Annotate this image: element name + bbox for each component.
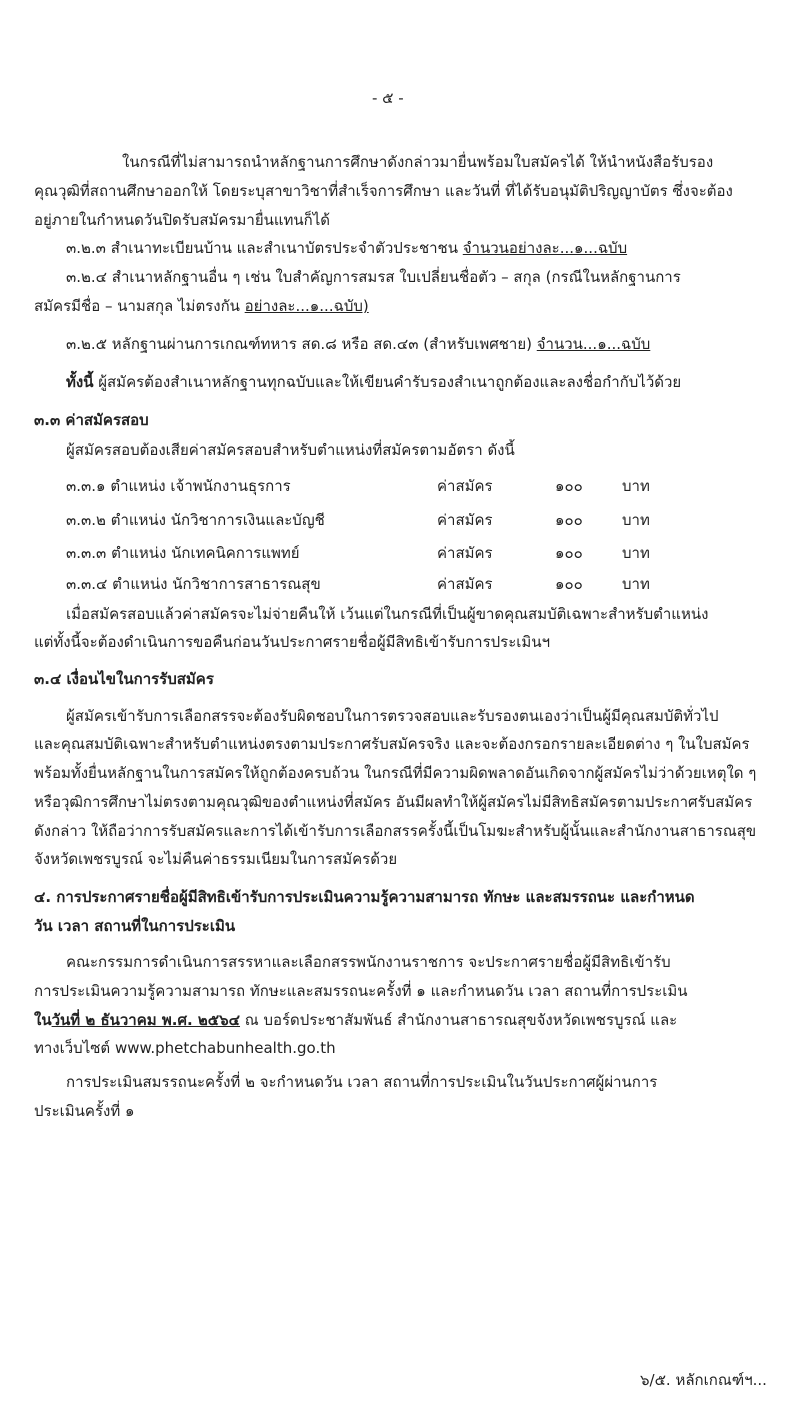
conditions-line: และคุณสมบัติเฉพาะสำหรับตำแหน่งตรงตามประกาศรับสมัครจริง และจะต้องกรอกรายละเอียดต่าง ๆ ในใบสมัคร <box>34 735 750 753</box>
fee-label: ค่าสมัคร <box>437 511 493 529</box>
page-number: - ๕ - <box>372 89 404 107</box>
fee-amount: ๑๐๐ <box>555 544 583 562</box>
certify-note <box>66 372 681 392</box>
item-3-2-4-quantity: อย่างละ...๑...ฉบับ) <box>244 297 369 315</box>
announcement-line-1: คณะกรรมการดำเนินการสรรหาและเลือกสรรพนักงานราชการ จะประกาศรายชื่อผู้มีสิทธิเข้ารับ <box>66 953 671 971</box>
intro-line-2: คุณวุฒิที่สถานศึกษาออกให้ โดยระบุสาขาวิชาที่สำเร็จการศึกษา และวันที่ ที่ได้รับอนุมัติปริญญาบัตร ซึ่งจะต้อง <box>34 182 733 200</box>
fee-unit: บาท <box>622 477 650 495</box>
conditions-line: จังหวัดเพชรบูรณ์ จะไม่คืนค่าธรรมเนียมในการสมัครด้วย <box>34 850 398 868</box>
section-3-3-intro: ผู้สมัครสอบต้องเสียค่าสมัครสอบสำหรับตำแหน่งที่สมัครตามอัตรา ดังนี้ <box>66 441 515 459</box>
item-3-2-5 <box>66 334 650 354</box>
announcement-line-2: การประเมินความรู้ความสามารถ ทักษะและสมรรถนะครั้งที่ ๑ และกำหนดวัน เวลา สถานที่การประเมิน <box>34 982 688 1000</box>
item-3-2-3-text: ๓.๒.๓ สำเนาทะเบียนบ้าน และสำเนาบัตรประจำตัวประชาชน <box>66 239 463 257</box>
conditions-line: ดังกล่าว ให้ถือว่าการรับสมัครและการได้เข้ารับการเลือกสรรครั้งนี้เป็นโมฆะสำหรับผู้นั้นและสำนักงานสาธารณสุข <box>34 822 757 840</box>
fee-amount: ๑๐๐ <box>555 477 583 495</box>
fee-label: ค่าสมัคร <box>437 477 493 495</box>
intro-line-1: ในกรณีที่ไม่สามารถนำหลักฐานการศึกษาดังกล่าวมายื่นพร้อมใบสมัครได้ ให้นำหนังสือรับรอง <box>122 153 714 171</box>
conditions-line: ผู้สมัครเข้ารับการเลือกสรรจะต้องรับผิดชอบในการตรวจสอบและรับรองตนเองว่าเป็นผู้มีคุณสมบัติทั่วไป <box>66 707 719 725</box>
section-3-4-heading: ๓.๔ เงื่อนไขในการรับสมัคร <box>34 670 214 688</box>
fee-position: ๓.๓.๒ ตำแหน่ง นักวิชาการเงินและบัญชี <box>66 511 325 529</box>
item-3-2-4-line-1: ๓.๒.๔ สำเนาหลักฐานอื่น ๆ เช่น ใบสำคัญการสมรส ใบเปลี่ยนชื่อตัว – สกุล (กรณีในหลักฐานการ <box>66 268 681 286</box>
certify-note-keyword: ทั้งนี้ <box>66 373 94 391</box>
announcement-website: ทางเว็บไซต์ www.phetchabunhealth.go.th <box>34 1039 336 1057</box>
announcement-date-prefix: ใน <box>34 1011 52 1029</box>
announcement-line-3 <box>34 1010 677 1030</box>
section-3-3-heading: ๓.๓ ค่าสมัครสอบ <box>34 411 149 429</box>
intro-line-3: อยู่ภายในกำหนดวันปิดรับสมัครมายื่นแทนก็ได้ <box>34 211 331 229</box>
item-3-2-3-quantity: จำนวนอย่างละ...๑...ฉบับ <box>462 239 628 257</box>
refund-line-1: เมื่อสมัครสอบแล้วค่าสมัครจะไม่จ่ายคืนให้ เว้นแต่ในกรณีที่เป็นผู้ขาดคุณสมบัติเฉพาะสำหรับตำแหน่ง <box>66 605 709 623</box>
item-3-2-4-line-2 <box>34 296 369 316</box>
second-assessment-line-1: การประเมินสมรรถนะครั้งที่ ๒ จะกำหนดวัน เวลา สถานที่การประเมินในวันประกาศผู้ผ่านการ <box>66 1073 658 1091</box>
fee-label: ค่าสมัคร <box>437 575 493 593</box>
fee-position: ๓.๓.๔ ตำแหน่ง นักวิชาการสาธารณสุข <box>66 575 321 593</box>
refund-line-2: แต่ทั้งนี้จะต้องดำเนินการขอคืนก่อนวันประกาศรายชื่อผู้มีสิทธิเข้ารับการประเมินฯ <box>34 633 550 651</box>
announcement-place: ณ บอร์ดประชาสัมพันธ์ สำนักงานสาธารณสุขจังหวัดเพชรบูรณ์ และ <box>240 1011 678 1029</box>
fee-position: ๓.๓.๑ ตำแหน่ง เจ้าพนักงานธุรการ <box>66 477 291 495</box>
announcement-date: วันที่ ๒ ธันวาคม พ.ศ. ๒๕๖๔ <box>51 1011 241 1029</box>
section-4-heading-line-2: วัน เวลา สถานที่ในการประเมิน <box>34 917 236 935</box>
fee-amount: ๑๐๐ <box>555 511 583 529</box>
item-3-2-5-text: ๓.๒.๕ หลักฐานผ่านการเกณฑ์ทหาร สด.๘ หรือ สด.๔๓ (สำหรับเพศชาย) <box>66 335 537 353</box>
next-page-reference: ๖/๕. หลักเกณฑ์ฯ... <box>640 1371 767 1389</box>
item-3-2-4-text: สมัครมีชื่อ – นามสกุล ไม่ตรงกัน <box>34 297 245 315</box>
second-assessment-line-2: ประเมินครั้งที่ ๑ <box>34 1102 135 1120</box>
conditions-line: พร้อมทั้งยื่นหลักฐานในการสมัครให้ถูกต้องครบถ้วน ในกรณีที่มีความผิดพลาดอันเกิดจากผู้สมัครไม่ว่าด้วยเหตุใด ๆ <box>34 764 757 782</box>
section-4-heading-line-1: ๔. การประกาศรายชื่อผู้มีสิทธิเข้ารับการประเมินความรู้ความสามารถ ทักษะ และสมรรถนะ และกำหนด <box>34 888 695 906</box>
fee-label: ค่าสมัคร <box>437 544 493 562</box>
item-3-2-5-quantity: จำนวน...๑...ฉบับ <box>536 335 651 353</box>
fee-unit: บาท <box>622 575 650 593</box>
fee-position: ๓.๓.๓ ตำแหน่ง นักเทคนิคการแพทย์ <box>66 544 300 562</box>
certify-note-text: ผู้สมัครต้องสำเนาหลักฐานทุกฉบับและให้เขียนคำรับรองสำเนาถูกต้องและลงชื่อกำกับไว้ด้วย <box>93 373 682 391</box>
conditions-line: หรือวุฒิการศึกษาไม่ตรงตามคุณวุฒิของตำแหน่งที่สมัคร อันมีผลทำให้ผู้สมัครไม่มีสิทธิสมัครตามประกาศรับสมัคร <box>34 793 753 811</box>
item-3-2-3 <box>66 238 627 258</box>
fee-unit: บาท <box>622 544 650 562</box>
fee-unit: บาท <box>622 511 650 529</box>
fee-amount: ๑๐๐ <box>555 575 583 593</box>
